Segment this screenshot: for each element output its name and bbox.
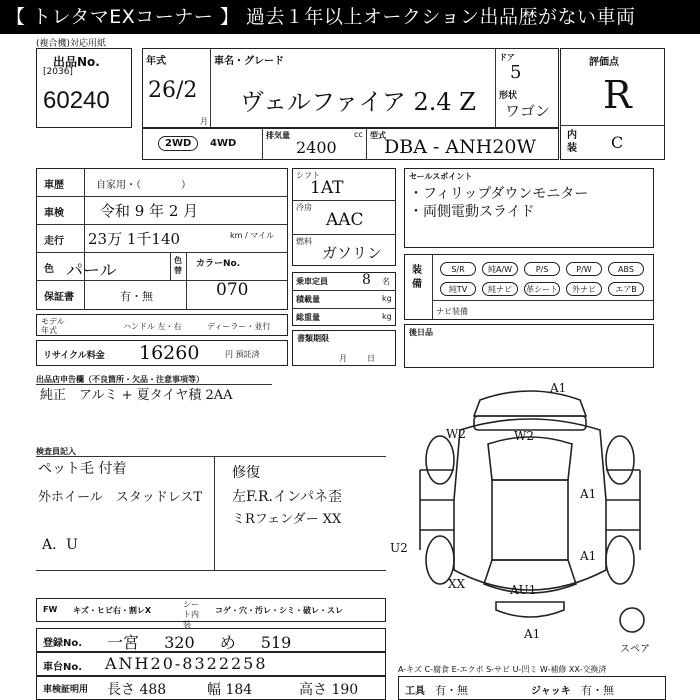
navi-label: ナビ装備: [436, 307, 468, 316]
legend-text: A-キズ C-腐食 E-エクボ S-サビ U-凹ミ W-補修 XX-交換済: [398, 665, 607, 674]
gross-label: 総重量: [296, 313, 320, 322]
equipment-item: 外ナビ: [566, 282, 602, 296]
inspection-label: 車検: [44, 208, 64, 219]
diagram-mark-5: A1: [580, 549, 597, 563]
diagram-mark-2: W2: [446, 427, 466, 441]
docs-label: 書類期限: [297, 334, 329, 343]
equipment-item: 革シート: [524, 282, 560, 296]
handle-label: ハンドル 左・右: [123, 322, 182, 331]
diagram-mark-7: AU1: [510, 583, 537, 597]
docs-box: [292, 330, 396, 366]
later-box: [404, 324, 654, 368]
equipment-item: P/S: [524, 262, 560, 276]
exhibitor-label: 出品店申告欄（不良箇所・欠品・注意事項等）: [36, 375, 204, 384]
shape-value: ワゴン: [505, 102, 551, 120]
equipment-item: エアB: [608, 282, 644, 296]
capacity-label: 乗車定員: [296, 277, 328, 286]
sales-point-line1: ・フィリップダウンモニター: [409, 186, 589, 202]
gross-unit: kg: [382, 312, 392, 321]
cert-row: [36, 676, 386, 700]
reg-value: 一宮 320 め 519: [107, 633, 292, 652]
repair-line-3: ミRフェンダー XX: [232, 512, 342, 527]
lot-label: 出品No.: [53, 55, 100, 69]
tools-row: [398, 676, 666, 700]
mileage-unit: km / マイル: [230, 231, 275, 240]
history-label: 車歴: [44, 180, 64, 191]
mileage-label: 走行: [44, 236, 64, 247]
inspection-value: 令和 9 年 2 月: [100, 202, 199, 220]
fuel-label: 燃料: [296, 237, 312, 246]
chassis-value: ANH20-8322258: [105, 654, 268, 673]
banner: 【 トレタマEXコーナー 】 過去１年以上オークション出品歴がない車両: [0, 0, 700, 34]
shift-label: シフト: [296, 171, 320, 180]
year-label: 年式: [146, 56, 166, 67]
diagram-mark-4: A1: [580, 487, 597, 501]
lot-number: 60240: [43, 87, 110, 114]
capacity-value: 8: [362, 272, 371, 288]
diagram-mark-9: U2: [390, 541, 408, 555]
interior-value: C: [611, 133, 624, 152]
grade-label: 評価点: [589, 57, 619, 68]
cooler-value: AAC: [326, 210, 364, 230]
month-unit: 月: [200, 117, 208, 126]
shape-label: 形状: [499, 91, 518, 101]
equipment-item: 純TV: [440, 282, 476, 296]
color-no-label: カラーNo.: [196, 259, 241, 269]
inspector-line-2: 外ホイール スタッドレスT: [38, 490, 203, 505]
drive-4wd: 4WD: [210, 138, 237, 149]
equipment-label: 装備: [412, 265, 422, 290]
shift-value: 1AT: [310, 178, 344, 198]
door-label: ドア: [499, 53, 515, 62]
seat-label: シート内装: [183, 600, 199, 629]
exhibitor-note: 純正 アルミ + 夏タイヤ積 2AA: [40, 388, 233, 403]
load-label: 積載量: [296, 295, 320, 304]
displacement-value: 2400: [296, 138, 337, 157]
fuel-value: ガソリン: [322, 244, 383, 262]
load-unit: kg: [382, 294, 392, 303]
model-value: ヴェルファイア 2.4 Z: [240, 88, 476, 116]
inspector-line-3: A．U: [42, 537, 78, 553]
diagram-mark-1: A1: [550, 381, 567, 395]
chassis-row: [36, 652, 386, 676]
docs-unit: 月日: [339, 354, 395, 363]
car-diagram: [390, 380, 660, 650]
lot-code: [2036]: [43, 67, 73, 77]
grade-box: [560, 48, 665, 160]
model-label: 車名・グレード: [214, 56, 284, 67]
diagram-mark-6: XX: [448, 577, 466, 591]
later-label: 後日品: [409, 328, 433, 337]
recycle-row: [36, 340, 288, 366]
diagram-mark-3: W2: [514, 429, 534, 443]
fw-label: FW: [43, 605, 58, 614]
model-year-label: モデル年式: [41, 317, 65, 335]
displacement-label: 排気量: [266, 131, 290, 140]
cc-unit: cc: [354, 130, 363, 139]
interior-label: 内装: [567, 130, 577, 154]
equipment-item: ABS: [608, 262, 644, 276]
chassis-label: 車台No.: [43, 662, 83, 673]
cooler-label: 冷房: [296, 203, 312, 212]
sales-point-label: セールスポイント: [409, 172, 473, 181]
seat-items: コゲ・穴・汚レ・シミ・破レ・スレ: [215, 606, 343, 615]
history-value: 自家用・（ ）: [96, 180, 191, 191]
inspector-label: 検査員記入: [36, 447, 76, 456]
defects-row: [36, 598, 386, 629]
reg-label: 登録No.: [43, 638, 83, 649]
inspector-line-1: ペット毛 付着: [38, 461, 127, 477]
capacity-unit: 名: [382, 277, 390, 286]
jack-label: ジャッキ: [531, 686, 571, 697]
equipment-item: P/W: [566, 262, 602, 276]
multi-note: (複合機)対応用紙: [36, 39, 107, 49]
cert-label: 車検証明用: [43, 685, 89, 695]
equipment-item: 純A/W: [482, 262, 518, 276]
spare-label: スペア: [620, 644, 650, 655]
warranty-value: 有・無: [120, 291, 153, 303]
grade-value: R: [603, 73, 632, 117]
type-value: DBA - ANH20W: [384, 136, 537, 158]
diagram-mark-8: A1: [524, 627, 541, 641]
dim-length: 長さ 488: [107, 682, 167, 698]
mileage-value: 23万 1千140: [88, 230, 181, 248]
recycle-label: リサイクル料金: [43, 351, 105, 361]
tools-label: 工具: [405, 686, 425, 697]
jack-value: 有・無: [581, 685, 614, 697]
reg-row: [36, 628, 386, 652]
color-no-value: 070: [216, 280, 249, 300]
model-year-row: [36, 314, 288, 336]
equipment-item: S/R: [440, 262, 476, 276]
drive-2wd: 2WD: [158, 136, 198, 151]
repair-line-2: 左F.R.インパネ歪: [232, 489, 342, 505]
tools-value: 有・無: [435, 685, 468, 697]
color-label: 色: [44, 264, 54, 275]
year-value: 26/2: [148, 78, 198, 103]
dim-width: 幅 184: [207, 682, 253, 698]
sales-point-line2: ・両側電動スライド: [409, 204, 535, 220]
fw-items: キズ・ヒビ右・割レX: [73, 606, 152, 615]
recycle-unit: 円 預託済: [225, 350, 260, 359]
type-label: 型式: [370, 131, 386, 140]
equipment-item: 純ナビ: [482, 282, 518, 296]
warranty-label: 保証書: [44, 292, 74, 303]
color-value: パール: [66, 261, 117, 281]
dealer-label: ディーラー・並行: [207, 322, 271, 331]
door-value: 5: [510, 62, 522, 83]
dim-height: 高さ 190: [299, 682, 359, 698]
sales-point-box: [404, 168, 654, 248]
repair-line-1: 修復: [232, 465, 260, 481]
color-change-label: 色替: [174, 256, 182, 275]
recycle-value: 16260: [139, 342, 200, 364]
lot-box: [36, 48, 132, 128]
